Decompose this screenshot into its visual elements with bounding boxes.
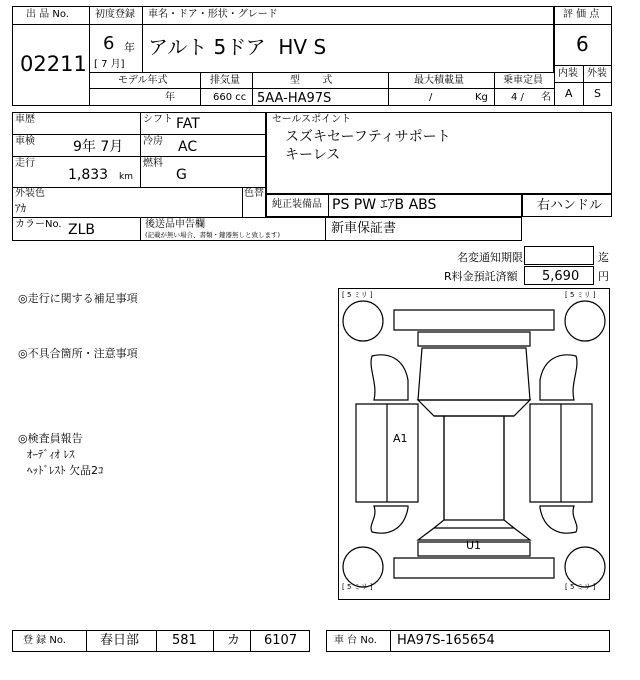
color-change-label: 色替 (244, 188, 264, 199)
model-year-label: モデル年式 (118, 75, 168, 86)
registration-label: 登 録 No. (23, 635, 66, 646)
displacement-label: 排気量 (210, 75, 240, 86)
exterior-label: 外装 (587, 68, 607, 79)
tire-rear-right: [ 5 ミリ ] (565, 583, 596, 591)
defects-label: ◎不具合箇所・注意事項 (18, 347, 138, 360)
inspector-label: ◎検査員報告 (18, 432, 83, 445)
capacity-unit: 名 (541, 92, 551, 103)
name-change-label: 名変通知期限 (457, 251, 523, 264)
lot-number: 02211 (20, 52, 87, 76)
aftermarket-note: (記載が無い場合、書類・鍵器無しと致します) (145, 231, 281, 239)
chassis-label: 車 台 No. (334, 635, 377, 646)
reg-year: 6 (103, 33, 115, 54)
car-outline (338, 288, 610, 600)
handle-value: 右ハンドル (537, 198, 603, 213)
car-name-label: 車名・ドア・形状・グレード (148, 9, 278, 20)
color-no-label: カラーNo. (15, 219, 62, 230)
interior-label: 内装 (558, 68, 578, 79)
score-label: 評 価 点 (563, 9, 600, 20)
max-load-label: 最大積載量 (414, 75, 464, 86)
info-left-box (12, 112, 266, 218)
type-label: 型 式 (290, 75, 333, 86)
inspector-line1: ｵｰﾃﾞｨｵ ﾚｽ (27, 448, 75, 461)
name-change-unit: 迄 (598, 251, 609, 264)
equipment-value: PS PW ｴｱB ABS (332, 197, 437, 213)
ext-color-label: 外装色 (15, 188, 45, 199)
displacement-value: 660 cc (213, 92, 247, 103)
mileage-label: 走行 (15, 158, 35, 169)
damage-mark-a1: A1 (393, 432, 408, 445)
fuel-label: 燃料 (143, 158, 163, 169)
registration-kana: カ (227, 633, 241, 648)
name-change-field (524, 246, 594, 265)
first-reg-label: 初度登録 (95, 9, 135, 20)
reg-year-unit: 年 (124, 41, 135, 54)
capacity-label: 乗車定員 (503, 75, 543, 86)
car-name: アルト 5ドア HV S (148, 35, 327, 59)
color-no-value: ZLB (68, 222, 95, 238)
driving-notes-label: ◎走行に関する補足事項 (18, 292, 138, 305)
tire-rear-left: [ 5 ミリ ] (342, 583, 373, 591)
tire-front-right: [ 5 ミリ ] (565, 291, 596, 299)
warranty-value: 新車保証書 (331, 221, 397, 236)
sales-point-label: セールスポイント (272, 114, 352, 125)
shift-label: シフト (143, 114, 173, 125)
registration-class: 581 (172, 633, 197, 648)
type-value: 5AA-HA97S (257, 91, 332, 106)
sales-point-line2: キーレス (285, 147, 341, 163)
registration-number: 6107 (264, 633, 298, 648)
inspector-line2: ﾍｯﾄﾞﾚｽﾄ 欠品2ｺ (27, 464, 104, 477)
mileage-unit: km (119, 172, 133, 182)
equipment-label: 純正装備品 (272, 199, 322, 210)
max-load-unit: Kg (475, 92, 488, 103)
exterior-score: S (594, 87, 601, 100)
chassis-number: HA97S-165654 (397, 633, 495, 648)
fuel-value: G (176, 167, 187, 183)
recycle-value: 5,690 (542, 269, 580, 284)
aftermarket-label: 後送品申告欄 (145, 219, 205, 230)
ac-label: 冷房 (143, 136, 163, 147)
sales-point-line1: スズキセーフティサポート (285, 129, 451, 145)
registration-area: 春日部 (100, 633, 140, 648)
damage-mark-u1: U1 (466, 539, 482, 552)
inspection-value: 9年 7月 (73, 139, 124, 155)
reg-month: [ 7 月] (94, 59, 125, 70)
recycle-unit: 円 (598, 270, 609, 283)
mileage-value: 1,833 (68, 167, 109, 183)
interior-score: A (565, 87, 573, 100)
recycle-label: R料金預託済額 (444, 270, 518, 283)
capacity-value: 4 / (511, 92, 524, 103)
ext-color-value: ｱｶ (15, 202, 26, 215)
shift-value: FAT (176, 116, 200, 132)
ac-value: AC (178, 139, 198, 155)
inspection-label: 車検 (15, 136, 35, 147)
lot-label: 出 品 No. (26, 9, 69, 20)
tire-front-left: [ 5 ミリ ] (342, 291, 373, 299)
model-year-unit: 年 (165, 92, 175, 103)
history-label: 車歴 (15, 114, 35, 125)
max-load-sep: / (429, 92, 433, 103)
score-value: 6 (576, 32, 589, 56)
